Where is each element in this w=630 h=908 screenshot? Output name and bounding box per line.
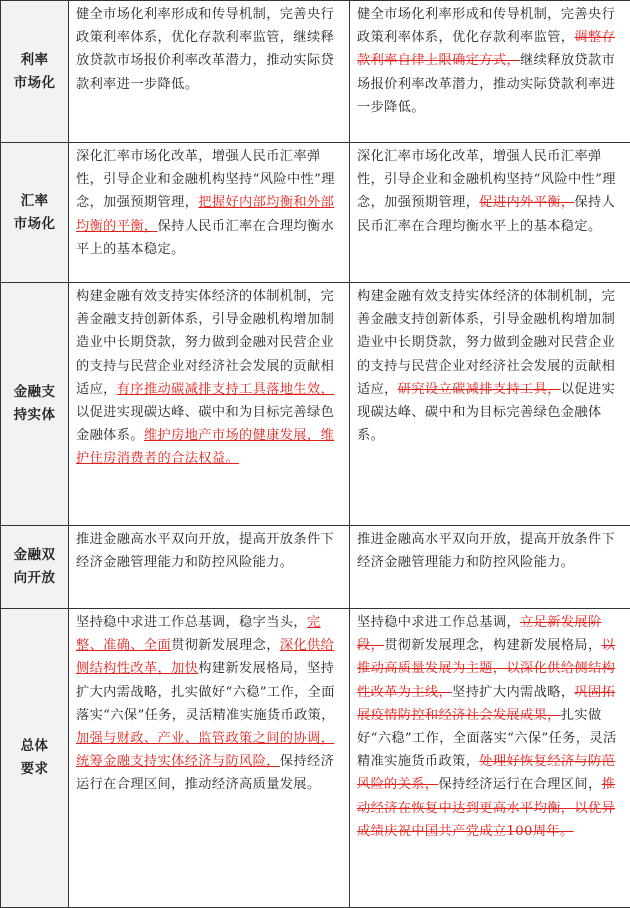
row-label: 金融双 向开放	[1, 526, 69, 609]
previous-text-cell	[350, 1, 630, 143]
removed-text: 立足新发展阶段，	[357, 615, 602, 653]
body-text: 以促进实现碳达峰、碳中和为目标完善绿色金融体系。	[76, 405, 334, 443]
added-text: 加强与财政、产业、监管政策之间的协调，统筹金融支持实体经济与防风险，	[76, 731, 334, 769]
removed-text: 以推动高质量发展为主题，以深化供给侧结构性改革为主线，	[357, 638, 615, 699]
removed-text: 研究设立碳减排支持工具，	[398, 382, 561, 397]
row-label: 金融支 持实体	[1, 283, 69, 526]
previous-text-cell	[350, 283, 630, 526]
body-text: 坚持扩大内需战略，	[452, 685, 574, 700]
body-text: 构建金融有效支持实体经济的体制机制，完善金融支持创新体系，引导金融机构增加制造业中长期贷款，努力做到金融对民营企业的支持与民营企业对经济社会发展的贡献相适应，	[76, 289, 334, 397]
added-text: 维护房地产市场的健康发展，维护住房消费者的合法权益。	[76, 428, 334, 466]
body-text: 推进金融高水平双向开放，提高开放条件下经济金融管理能力和防控风险能力。	[357, 532, 615, 570]
previous-text-cell	[350, 609, 630, 908]
added-text: 完整、准确、全面	[76, 615, 321, 653]
body-text: 构建新发展格局，坚持扩大内需战略，扎实做好“六稳”工作，全面落实“六保”任务，灵活精准实施货币政策，	[76, 661, 335, 722]
current-text-cell	[69, 143, 350, 283]
row-interest-rate	[1, 1, 630, 143]
body-text: 贯彻新发展理念，	[171, 638, 280, 653]
body-text: 保持经济运行在合理区间，推动经济高质量发展。	[76, 754, 334, 792]
removed-text: 调整存款利率自律上限确定方式，	[357, 30, 615, 68]
body-text: 深化汇率市场化改革，增强人民币汇率弹性，引导企业和金融机构坚持“风险中性”理念，加强预期管理，	[76, 149, 335, 210]
added-text: 把握好内部均衡和外部均衡的平衡，	[76, 195, 334, 233]
body-text: 健全市场化利率形成和传导机制，完善央行政策利率体系，优化存款利率监管，	[357, 7, 615, 45]
row-label: 利率 市场化	[1, 1, 69, 143]
removed-text: 巩固拓展疫情防控和经济社会发展成果，	[357, 685, 615, 723]
body-text: 健全市场化利率形成和传导机制，完善央行政策利率体系，优化存款利率监管，继续释放贷款市场报价利率改革潜力，推动实际贷款利率进一步降低。	[76, 7, 334, 92]
body-text: 继续释放贷款市场报价利率改革潜力，推动实际贷款利率进一步降低。	[357, 53, 615, 114]
body-text: 以促进实现碳达峰、碳中和为目标完善绿色金融体系。	[357, 382, 615, 443]
removed-text: 促进内外平衡，	[479, 195, 574, 210]
added-text: 深化供给侧结构性改革，加快	[76, 638, 334, 676]
row-exchange-rate	[1, 143, 630, 283]
body-text: 坚持稳中求进工作总基调，稳字当头，	[76, 615, 307, 630]
row-label: 汇率 市场化	[1, 143, 69, 283]
row-finance-real-economy	[1, 283, 630, 526]
body-text: 推进金融高水平双向开放，提高开放条件下经济金融管理能力和防控风险能力。	[76, 532, 334, 570]
body-text: 构建金融有效支持实体经济的体制机制，完善金融支持创新体系，引导金融机构增加制造业中长期贷款，努力做到金融对民营企业的支持与民营企业对经济社会发展的贡献相适应，	[357, 289, 615, 397]
added-text: 有序推动碳减排支持工具落地生效，	[117, 382, 334, 397]
previous-text-cell	[350, 143, 630, 283]
removed-text: 处理好恢复经济与防范风险的关系，	[357, 754, 615, 792]
current-text-cell	[69, 1, 350, 143]
body-text: 扎实做好“六稳”工作，全面落实“六保”任务，灵活精准实施货币政策，	[357, 708, 617, 769]
current-text-cell	[69, 283, 350, 526]
row-label: 总体 要求	[1, 609, 69, 908]
previous-text-cell	[350, 526, 630, 609]
body-text: 保持经济运行在合理区间，	[439, 777, 602, 792]
body-text: 贯彻新发展理念，构建新发展格局，	[384, 638, 601, 653]
body-text: 坚持稳中求进工作总基调，	[357, 615, 520, 630]
body-text: 深化汇率市场化改革，增强人民币汇率弹性，引导企业和金融机构坚持“风险中性”理念，加强预期管理，	[357, 149, 616, 210]
body-text: 保持人民币汇率在合理均衡水平上的基本稳定。	[357, 195, 615, 233]
row-overall-requirements	[1, 609, 630, 908]
body-text: 保持人民币汇率在合理均衡水平上的基本稳定。	[76, 219, 334, 257]
current-text-cell	[69, 526, 350, 609]
row-two-way-opening	[1, 526, 630, 609]
removed-text: 推动经济在恢复中达到更高水平均衡，以优异成绩庆祝中国共产党成立100周年。	[357, 777, 615, 838]
current-text-cell	[69, 609, 350, 908]
